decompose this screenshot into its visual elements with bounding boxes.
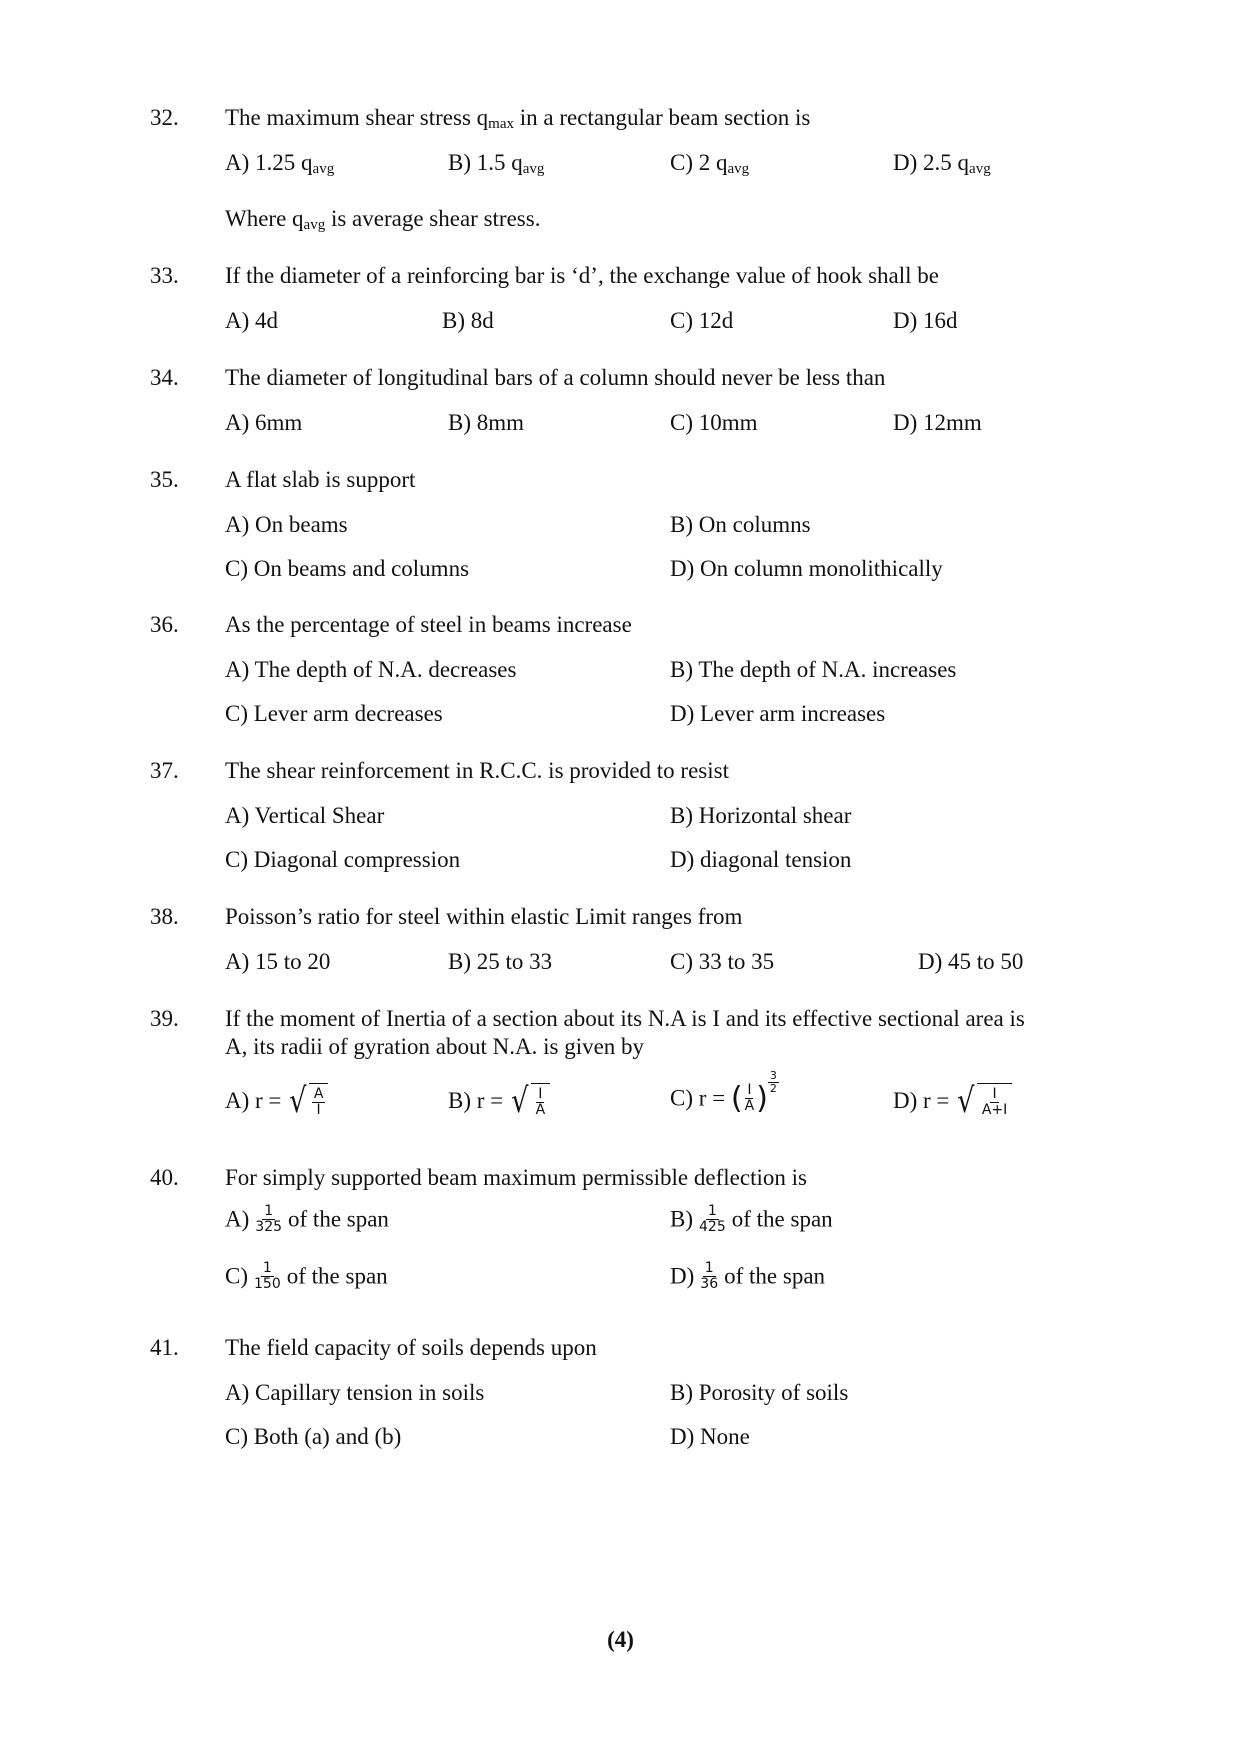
option-c: C) r = ( $\frac{I}{A}$ ) $\frac{3}{2}$ [670,1069,777,1116]
option-a: A) 1.25 $q_{avg}$ [225,150,335,177]
option-b: B) 8mm [448,410,525,435]
option-b: B) The depth of N.A. increases [670,657,957,682]
option-a: A) The depth of N.A. decreases [225,657,517,682]
option-a: A) Vertical Shear [225,803,385,828]
option-b: B) r = √ $\frac{I}{A}$ [448,1083,550,1119]
option-a: A) $\frac{1}{325}$ of the span [225,1203,389,1236]
option-b: B) Horizontal shear [670,803,852,828]
question-note: Where $q_{avg}$ is average shear stress. [225,206,541,233]
option-a: A) 15 to 20 [225,949,331,974]
option-b: B) 1.5 $q_{avg}$ [448,150,545,177]
question-number: 41. [150,1335,179,1360]
option-c: C) On beams and columns [225,556,470,581]
option-b: B) Porosity of soils [670,1380,849,1405]
option-b: B) $\frac{1}{425}$ of the span [670,1203,833,1236]
option-d: D) Lever arm increases [670,701,886,726]
question-number: 37. [150,758,179,783]
option-d: D) 16d [893,308,958,333]
question-text: As the percentage of steel in beams increase [225,612,632,637]
question-number: 38. [150,904,179,929]
option-c: C) Lever arm decreases [225,701,443,726]
option-c: C) 12d [670,308,734,333]
question-number: 35. [150,467,179,492]
option-c: C) Diagonal compression [225,847,461,872]
question-number: 36. [150,612,179,637]
question-text: The maximum shear stress $q_{max}$ in a rectangular beam section is [225,105,811,132]
question-number: 34. [150,365,179,390]
option-d: D) diagonal tension [670,847,852,872]
option-c: C) 33 to 35 [670,949,775,974]
question-text: The shear reinforcement in R.C.C. is provided to resist [225,758,729,783]
question-text: The field capacity of soils depends upon [225,1335,597,1360]
option-a: A) 6mm [225,410,303,435]
option-b: B) 25 to 33 [448,949,553,974]
question-number: 33. [150,263,179,288]
question-text: If the moment of Inertia of a section about its N.A is I and its effective sectional area is A, its radii of gyration about N.A. is given by [225,1006,1025,1059]
option-a: A) r = √ $\frac{A}{I}$ [225,1083,328,1119]
question-text: For simply supported beam maximum permissible deflection is [225,1165,807,1190]
question-number: 39. [150,1006,179,1031]
option-d: D) r = √ $\frac{I}{A+I}$ [893,1083,1012,1119]
option-d: D) 2.5 $q_{avg}$ [893,150,991,177]
option-d: D) On column monolithically [670,556,943,581]
question-number: 40. [150,1165,179,1190]
option-d: D) 45 to 50 [918,949,1024,974]
question-text: A flat slab is support [225,467,416,492]
option-c: C) $\frac{1}{150}$ of the span [225,1260,388,1293]
option-c: C) 2 $q_{avg}$ [670,150,750,177]
option-a: A) On beams [225,512,348,537]
question-number: 32. [150,105,179,130]
option-d: D) None [670,1424,750,1449]
page-number: (4) [607,1627,634,1652]
option-d: D) $\frac{1}{36}$ of the span [670,1260,826,1293]
question-text: Poisson’s ratio for steel within elastic Limit ranges from [225,904,743,929]
option-b: B) 8d [442,308,494,333]
question-text: The diameter of longitudinal bars of a column should never be less than [225,365,886,390]
option-b: B) On columns [670,512,811,537]
option-c: C) Both (a) and (b) [225,1424,402,1449]
option-a: A) 4d [225,308,279,333]
option-a: A) Capillary tension in soils [225,1380,485,1405]
question-text: If the diameter of a reinforcing bar is ‘d’, the exchange value of hook shall be [225,263,939,288]
option-d: D) 12mm [893,410,982,435]
option-c: C) 10mm [670,410,758,435]
